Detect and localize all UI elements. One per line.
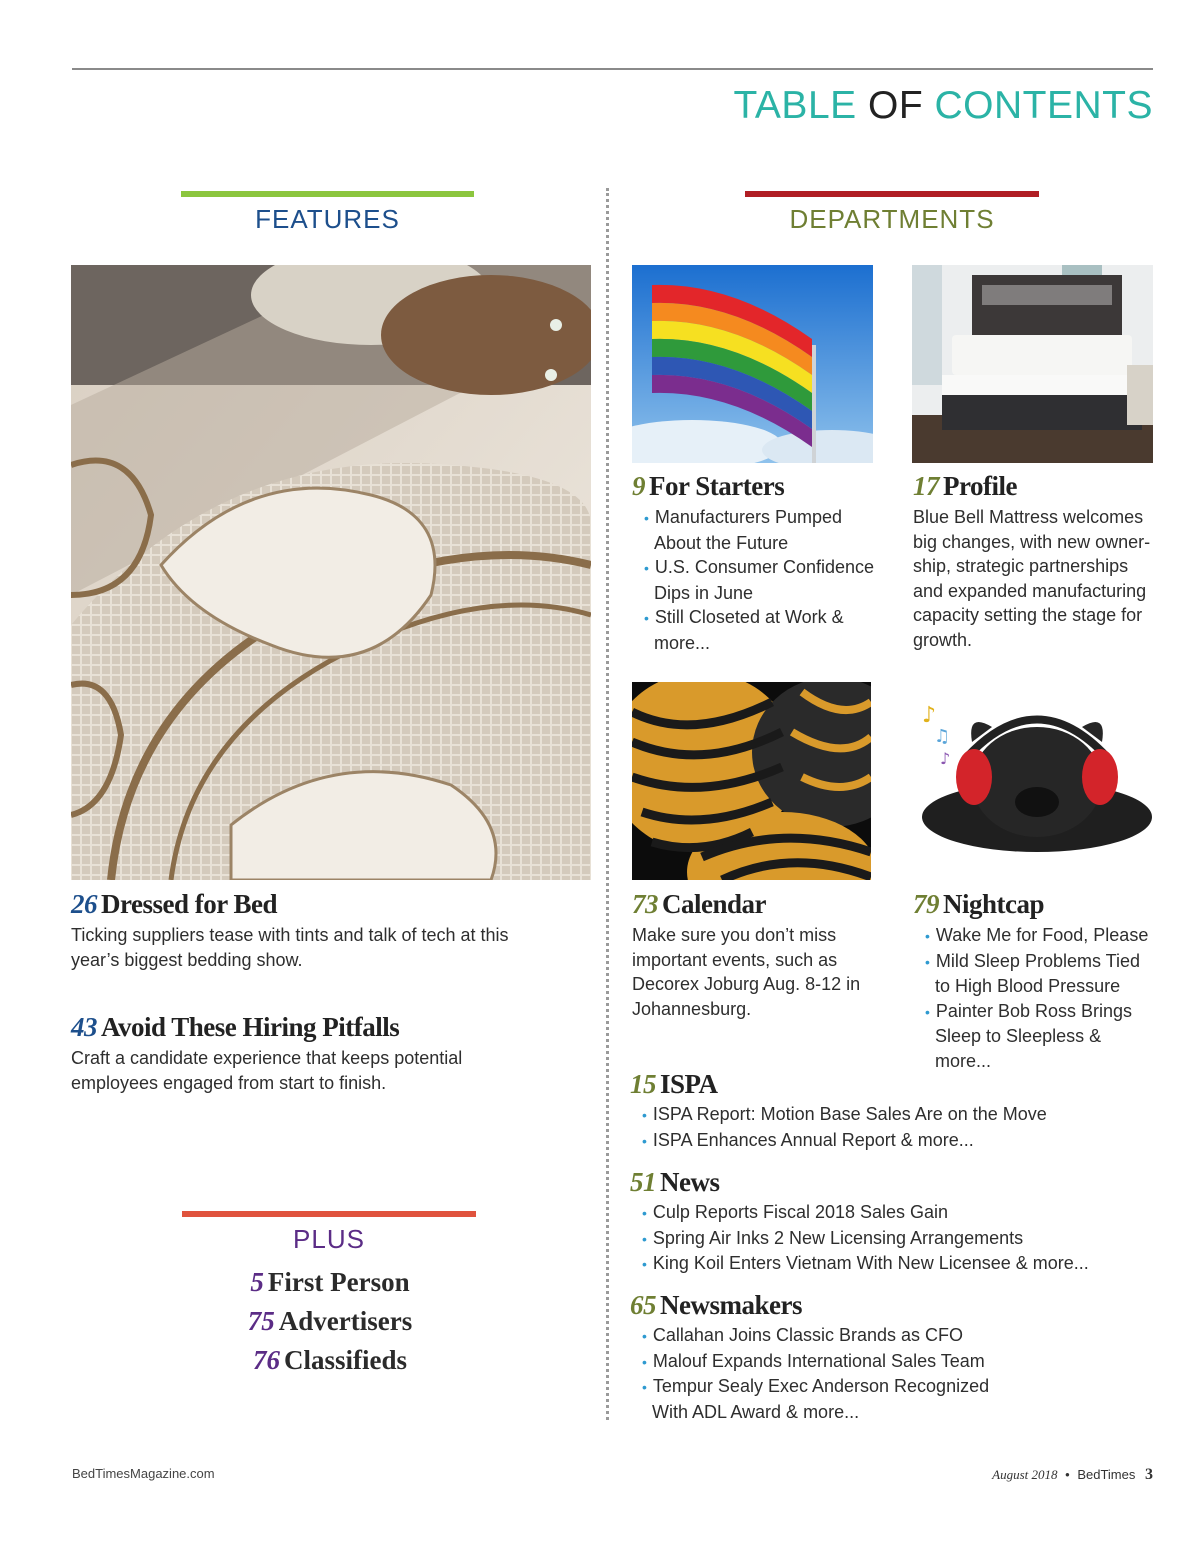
dept-newsmakers-label: Newsmakers (660, 1290, 802, 1320)
dept-profile-title[interactable] (913, 471, 1017, 502)
dept-profile-label: Profile (943, 471, 1017, 501)
departments-heading: DEPARTMENTS (789, 204, 995, 234)
plus-first-person-label: First Person (267, 1267, 410, 1297)
plus-bar (182, 1211, 476, 1217)
footer-folio (992, 1466, 1153, 1484)
dog-headphones-photo (912, 682, 1153, 880)
dept-ispa-list (630, 1102, 1150, 1153)
svg-text:♫: ♫ (934, 726, 951, 747)
footer-magazine: BedTimes (1077, 1467, 1136, 1482)
list-item (632, 605, 882, 655)
feature-43-title[interactable] (71, 1012, 399, 1043)
dept-news-title[interactable] (630, 1167, 720, 1198)
column-divider (606, 188, 609, 1420)
bullet-text: Culp Reports Fiscal 2018 Sales Gain (652, 1202, 949, 1222)
bullet-text: U.S. Consumer Confidence Dips in June (654, 557, 875, 603)
plus-first-person[interactable] (180, 1267, 480, 1298)
plus-advertisers-number: 75 (247, 1306, 275, 1336)
title-word-table: TABLE (733, 84, 857, 127)
plus-classifieds-number: 76 (252, 1345, 280, 1375)
bullet-text: Malouf Expands International Sales Team (652, 1350, 985, 1371)
dept-nightcap-title[interactable] (913, 889, 1044, 920)
plus-heading: PLUS (293, 1224, 365, 1254)
feature-43-description: Craft a candidate experience that keeps potential employees engaged from start to finish. (71, 1048, 463, 1093)
plus-first-person-number: 5 (250, 1267, 264, 1297)
plus-classifieds[interactable] (180, 1345, 480, 1376)
list-item (632, 505, 882, 555)
features-heading: FEATURES (255, 204, 400, 234)
list-item (913, 949, 1158, 999)
bullet-text: Callahan Joins Classic Brands as CFO (652, 1325, 964, 1345)
bullet-icon: • (642, 1107, 647, 1123)
dept-for-starters-title[interactable] (632, 471, 784, 502)
bullet-text: Wake Me for Food, Please (935, 925, 1149, 945)
bullet-icon: • (642, 1205, 647, 1221)
feature-43-number: 43 (71, 1012, 97, 1042)
title-word-contents: CONTENTS (934, 84, 1153, 127)
dept-news-list (630, 1200, 1150, 1277)
dept-nightcap-label: Nightcap (943, 889, 1045, 919)
bullet-text: Mild Sleep Problems Tied to High Blood Pressure (935, 950, 1140, 996)
bullet-icon: • (642, 1353, 647, 1370)
dept-ispa-number: 15 (630, 1069, 656, 1099)
list-item (630, 1251, 1150, 1277)
bullet-text: Still Closeted at Work & more... (654, 607, 844, 653)
list-item (630, 1226, 1150, 1252)
mattress-ticking-photo (71, 265, 591, 880)
departments-bar (745, 191, 1039, 197)
bullet-text: ISPA Report: Motion Base Sales Are on the Move (652, 1104, 1047, 1124)
bullet-icon: • (925, 1003, 930, 1020)
feature-26-number: 26 (71, 889, 97, 919)
dept-calendar-number: 73 (632, 889, 658, 919)
dept-newsmakers-title[interactable] (630, 1290, 802, 1321)
dept-for-starters-label: For Starters (649, 471, 785, 501)
list-item (913, 923, 1158, 949)
bullet-icon: • (644, 510, 649, 526)
list-item (630, 1102, 1150, 1128)
svg-text:♪: ♪ (922, 703, 937, 728)
title-word-of: OF (867, 84, 924, 127)
bullet-text: Manufacturers Pumped About the Future (654, 507, 842, 553)
feature-26-description: Ticking suppliers tease with tints and talk of tech at this year’s biggest bedding show. (71, 925, 509, 970)
bullet-icon: • (642, 1230, 647, 1247)
dept-newsmakers-number: 65 (630, 1290, 656, 1320)
bullet-icon: • (642, 1256, 647, 1272)
mattress-bedroom-photo (912, 265, 1153, 463)
footer-website[interactable]: BedTimesMagazine.com (72, 1466, 215, 1481)
dept-nightcap-list (913, 923, 1158, 1073)
bullet-icon: • (642, 1328, 647, 1344)
bullet-text: ISPA Enhances Annual Report & more... (652, 1129, 974, 1150)
dept-for-starters-number: 9 (632, 471, 645, 501)
zebra-bowls-photo (632, 682, 871, 880)
bullet-text: King Koil Enters Vietnam With New Licensee & more... (652, 1253, 1089, 1273)
list-item (913, 999, 1158, 1074)
top-rule (72, 68, 1153, 70)
plus-advertisers[interactable] (180, 1306, 480, 1337)
dept-ispa-label: ISPA (660, 1069, 718, 1099)
dept-profile-number: 17 (913, 471, 939, 501)
features-bar (181, 191, 474, 197)
bullet-icon: • (644, 560, 649, 576)
bullet-icon: • (925, 928, 930, 944)
dept-ispa-title[interactable] (630, 1069, 718, 1100)
svg-text:♪: ♪ (940, 749, 951, 768)
footer-date: August 2018 (992, 1467, 1058, 1482)
bullet-icon: • (925, 953, 930, 970)
dept-news-label: News (660, 1167, 720, 1197)
footer-separator: • (1065, 1467, 1070, 1482)
dept-nightcap-number: 79 (913, 889, 939, 919)
rainbow-flag-photo (632, 265, 873, 463)
feature-26-label: Dressed for Bed (101, 889, 277, 919)
list-item (632, 555, 882, 605)
plus-classifieds-label: Classifieds (283, 1345, 408, 1375)
bullet-text: Painter Bob Ross Brings Sleep to Sleepless & more... (935, 1000, 1132, 1071)
bullet-text: Tempur Sealy Exec Anderson Recognized With ADL Award & more... (652, 1376, 990, 1422)
dept-calendar-description: Make sure you don’t miss important events, such as Decorex Joburg Aug. 8-12 in Johannesburg. (632, 925, 861, 1019)
page-title (733, 84, 1153, 128)
dept-calendar-label: Calendar (662, 889, 766, 919)
feature-26-title[interactable] (71, 889, 277, 920)
dept-calendar-title[interactable] (632, 889, 766, 920)
bullet-text: Spring Air Inks 2 New Licensing Arrangements (652, 1227, 1024, 1248)
dept-profile-description: Blue Bell Mattress welcomes big changes, with new owner-ship, strategic partnerships and expanded manufacturing capacity setting the stage for growth. (913, 507, 1151, 650)
list-item (630, 1128, 1150, 1154)
list-item (630, 1200, 1150, 1226)
page-number: 3 (1145, 1466, 1153, 1483)
list-item (630, 1349, 1010, 1375)
dept-newsmakers-list (630, 1323, 1010, 1424)
feature-43-label: Avoid These Hiring Pitfalls (101, 1012, 400, 1042)
bullet-icon: • (644, 610, 649, 626)
list-item (630, 1323, 1010, 1349)
dept-news-number: 51 (630, 1167, 656, 1197)
bullet-icon: • (642, 1132, 647, 1149)
list-item (630, 1374, 1010, 1424)
dept-for-starters-list (632, 505, 882, 655)
bullet-icon: • (642, 1379, 647, 1395)
plus-advertisers-label: Advertisers (278, 1306, 413, 1336)
